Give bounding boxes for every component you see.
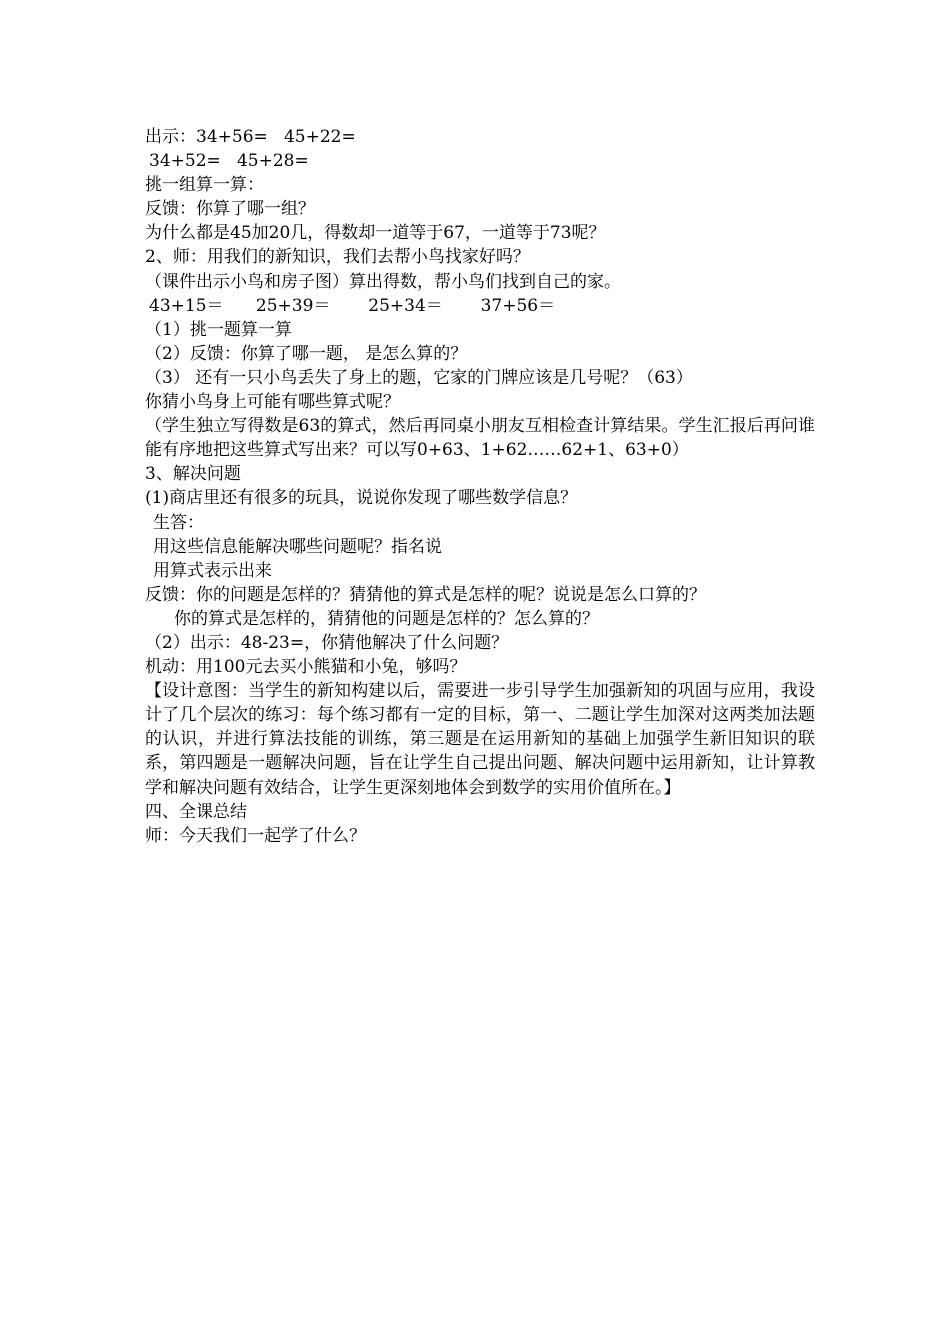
text-line: （2）反馈：你算了哪一题， 是怎么算的？ [145, 343, 468, 364]
text-line: （1）挑一题算一算 [145, 319, 292, 340]
text-line: 反馈：你算了哪一组？ [145, 199, 315, 220]
text-line: 反馈：你的问题是怎样的？猜猜他的算式是怎样的呢？说说是怎么口算的？ [145, 584, 706, 605]
design-intent-paragraph: 【设计意图：当学生的新知构建以后，需要进一步引导学生加强新知的巩固与应用，我设计了几个层次的练习：每个练习都有一定的目标，第一、二题让学生加深对这两类加法题的认识，并进行算法技能的训练，第三题是在运用新知的基础上加强学生新旧知识的联系，第四题是一题解决问题，旨在让学生自己提出问题、解决问题中运用新知，让计算教学和解决问题有效结合，让学生更深刻地体会到数学的实用价值所在。】 [145, 681, 815, 798]
text-line: (1)商店里还有很多的玩具，说说你发现了哪些数学信息？ [145, 488, 578, 509]
text-line: 你的算式是怎样的，猜猜他的问题是怎样的？怎么算的？ [174, 608, 599, 629]
document-body [145, 125, 815, 848]
section-heading: 四、全课总结 [145, 801, 247, 822]
text-line: 43+15＝ 25+39＝ 25+34＝ 37+56＝ [149, 295, 556, 316]
text-line: 你猜小鸟身上可能有哪些算式呢？ [145, 392, 400, 413]
text-line: 机动：用100元去买小熊猫和小兔，够吗？ [145, 657, 467, 678]
text-line: 2、师：用我们的新知识，我们去帮小鸟找家好吗？ [145, 247, 530, 268]
text-line: 34+52= 45+28= [149, 151, 309, 172]
text-line: 师：今天我们一起学了什么？ [145, 825, 366, 846]
text-line: （2）出示：48-23=，你猜他解决了什么问题？ [145, 632, 509, 653]
text-line: 用这些信息能解决哪些问题呢？指名说 [153, 536, 442, 557]
text-line: 出示：34+56= 45+22= [145, 127, 356, 147]
text-line: 挑一组算一算： [145, 175, 264, 196]
text-line: 3、解决问题 [145, 464, 241, 485]
text-line: 用算式表示出来 [153, 560, 272, 581]
text-line: （3） 还有一只小鸟丢失了身上的题，它家的门牌应该是几号呢？（63） [145, 367, 693, 388]
text-line: 为什么都是45加20几，得数却一道等于67，一道等于73呢？ [145, 223, 606, 244]
text-line: （课件出示小鸟和房子图）算出得数，帮小鸟们找到自己的家。 [145, 271, 621, 292]
text-line: 生答： [153, 512, 204, 533]
text-paragraph: （学生独立写得数是63的算式，然后再同桌小朋友互相检查计算结果。学生汇报后再问谁能有序地把这些算式写出来？可以写0+63、1+62……62+1、63+0） [145, 416, 815, 461]
